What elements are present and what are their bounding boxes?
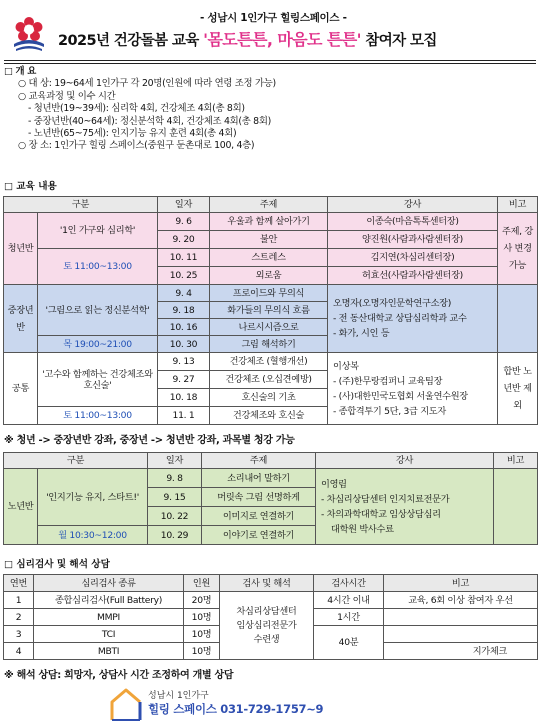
date-cell: 9. 6 xyxy=(158,213,210,231)
page-title xyxy=(58,27,437,50)
class-time: 토 11:00~13:00 xyxy=(38,407,158,425)
topic-cell: 이미지로 연결하기 xyxy=(202,507,316,526)
table-row xyxy=(4,469,538,488)
topic-cell: 불안 xyxy=(210,231,328,249)
topic-cell: 호신술의 기초 xyxy=(210,389,328,407)
test-type: TCI xyxy=(34,626,184,643)
test-type: 종합심리검사(Full Battery) xyxy=(34,592,184,609)
date-cell: 9. 13 xyxy=(158,353,210,371)
note-cell xyxy=(494,469,538,545)
topic-cell: 나르시시즘으로 xyxy=(210,319,328,336)
date-cell: 10. 11 xyxy=(158,249,210,267)
teacher-line: 대학원 박사수료 xyxy=(331,523,394,535)
title-prefix: 2025년 건강돌봄 교육 xyxy=(58,33,199,49)
date-cell: 10. 29 xyxy=(148,526,202,545)
topic-cell: 건강체조 (혈행개선) xyxy=(210,353,328,371)
header xyxy=(0,0,540,62)
topic-cell: 프로이드와 무의식 xyxy=(210,285,328,302)
teacher-line: - (사)대한민국도협회 서울연수원장 xyxy=(333,390,468,402)
provider-line: 차심리상담센터 xyxy=(236,605,297,617)
topic-cell: 외로움 xyxy=(210,267,328,285)
header-rule-bottom xyxy=(4,63,536,64)
teacher-line: - (주)한무랑컴퍼니 교육팀장 xyxy=(333,375,443,387)
note-cell: 합반 노년반 제외 xyxy=(498,353,538,425)
row-number: 3 xyxy=(4,626,34,643)
psych-table xyxy=(3,574,538,660)
date-cell: 10. 22 xyxy=(148,507,202,526)
test-count: 10명 xyxy=(184,609,220,626)
teacher-cell: 이종숙(마음톡톡센터장) xyxy=(328,213,498,231)
topic-cell: 건강체조 (오십견예방) xyxy=(210,371,328,389)
col-header: 주제 xyxy=(202,453,316,469)
topic-cell: 머릿속 그림 선명하게 xyxy=(202,488,316,507)
col-header: 비고 xyxy=(494,453,538,469)
test-count: 10명 xyxy=(184,643,220,660)
seongnam-logo-icon xyxy=(12,14,46,52)
outline-line: - 청년반(19~39세): 심리학 4회, 건강체조 4회(총 8회) xyxy=(28,103,245,115)
col-header: 일자 xyxy=(158,197,210,213)
outline-line: - 노년반(65~75세): 인지기능 유지 훈련 4회(총 4회) xyxy=(28,128,237,140)
row-number: 1 xyxy=(4,592,34,609)
course-title: '인지기능 유지, 스타트!' xyxy=(38,469,148,526)
test-count: 10명 xyxy=(184,626,220,643)
table-row xyxy=(4,213,538,231)
teacher-cell xyxy=(328,285,498,353)
note-cell xyxy=(498,285,538,353)
row-number: 4 xyxy=(4,643,34,660)
course-title: '1인 가구와 심리학' xyxy=(38,213,158,249)
test-count: 20명 xyxy=(184,592,220,609)
date-cell: 9. 18 xyxy=(158,302,210,319)
footer-logo xyxy=(108,686,328,722)
topic-cell: 화가들의 무의식 흐름 xyxy=(210,302,328,319)
date-cell: 10. 16 xyxy=(158,319,210,336)
teacher-cell: 김지연(차심리센터장) xyxy=(328,249,498,267)
teacher-line: - 차심리상담센터 인지치료전문가 xyxy=(321,493,450,505)
date-cell: 10. 30 xyxy=(158,336,210,353)
edu-note: ※ 청년 -> 중장년반 강좌, 중장년 -> 청년반 강좌, 과목별 청강 가능 xyxy=(4,435,295,446)
table-row xyxy=(4,592,538,609)
table-row xyxy=(4,285,538,302)
topic-cell: 그림 해석하기 xyxy=(210,336,328,353)
col-header: 주제 xyxy=(210,197,328,213)
note-cell: 주제, 강사 변경 가능 xyxy=(498,213,538,285)
outline-line: - 중장년반(40~64세): 정신분석학 4회, 건강체조 4회(총 8회) xyxy=(28,115,271,127)
date-cell: 11. 1 xyxy=(158,407,210,425)
group-name-youth: 청년반 xyxy=(4,213,38,285)
psych-heading: □ 심리검사 및 해석 상담 xyxy=(4,559,110,570)
psych-note: ※ 해석 상담: 희망자, 상담사 시간 조정하여 개별 상담 xyxy=(4,670,234,681)
col-header: 검사 및 해석 xyxy=(220,575,314,592)
title-highlight: '몸도튼튼, 마음도 튼튼' xyxy=(203,30,361,49)
outline-line: ○ 대 상: 19~64세 1인가구 각 20명(인원에 따라 연령 조정 가능) xyxy=(18,78,276,90)
col-header: 검사시간 xyxy=(314,575,384,592)
test-note: 교육, 6회 이상 참여자 우선 xyxy=(384,592,538,609)
date-cell: 10. 25 xyxy=(158,267,210,285)
table-row xyxy=(4,249,538,267)
class-time: 목 19:00~21:00 xyxy=(38,336,158,353)
test-note xyxy=(384,609,538,626)
teacher-line: - 전 동산대학교 상담심리학과 교수 xyxy=(333,313,467,324)
test-type: MMPI xyxy=(34,609,184,626)
header-rule-top xyxy=(4,60,536,61)
topic-cell: 건강체조와 호신술 xyxy=(210,407,328,425)
col-header: 강사 xyxy=(328,197,498,213)
topic-cell: 이야기로 연결하기 xyxy=(202,526,316,545)
outline-section xyxy=(4,66,536,153)
col-header: 비고 xyxy=(498,197,538,213)
test-note: 지가체크 xyxy=(384,643,538,660)
outline-line: ○ 교육과정 및 이수 시간 xyxy=(18,90,116,102)
col-header: 구분 xyxy=(4,453,148,469)
test-time: 4시간 이내 xyxy=(314,592,384,609)
teacher-line: - 차의과학대학교 임상상담심리 xyxy=(321,508,441,520)
footer-contact: 힐링 스페이스 031-729-1757~9 xyxy=(148,702,324,716)
col-header: 구분 xyxy=(4,197,158,213)
date-cell: 10. 18 xyxy=(158,389,210,407)
outline-line: ○ 장 소: 1인가구 힐링 스페이스(중원구 둔촌대로 100, 4층) xyxy=(18,140,255,152)
row-number: 2 xyxy=(4,609,34,626)
teacher-cell xyxy=(328,353,498,425)
date-cell: 9. 20 xyxy=(158,231,210,249)
course-title: '고수와 함께하는 건강체조와 호신술' xyxy=(38,353,158,407)
header-subtitle: - 성남시 1인가구 힐링스페이스 - xyxy=(200,12,347,24)
col-header: 인원 xyxy=(184,575,220,592)
col-header: 비고 xyxy=(384,575,538,592)
teacher-cell: 허효선(사람과사람센터장) xyxy=(328,267,498,285)
date-cell: 9. 15 xyxy=(148,488,202,507)
edu-table xyxy=(3,196,538,425)
outline-heading: □ 개 요 xyxy=(4,66,36,77)
group-name-senior: 노년반 xyxy=(4,469,38,545)
class-time: 토 11:00~13:00 xyxy=(38,249,158,285)
teacher-line: 오명자(오명자인문학연구소장) xyxy=(333,298,452,309)
topic-cell: 우울과 함께 살아가기 xyxy=(210,213,328,231)
col-header: 심리검사 종류 xyxy=(34,575,184,592)
title-suffix: 참여자 모집 xyxy=(365,33,437,49)
teacher-line: - 화가, 시인 등 xyxy=(333,328,390,339)
teacher-line: - 종합격투기 5단, 3급 지도자 xyxy=(333,405,446,417)
date-cell: 9. 4 xyxy=(158,285,210,302)
test-time: 1시간 xyxy=(314,609,384,626)
test-time: 40분 xyxy=(314,626,384,660)
provider-line: 임상심리전문가 xyxy=(236,619,297,631)
col-header: 일자 xyxy=(148,453,202,469)
senior-table xyxy=(3,452,538,545)
footer-org: 성남시 1인가구 xyxy=(148,691,209,701)
topic-cell: 소리내어 말하기 xyxy=(202,469,316,488)
house-icon xyxy=(108,686,144,722)
col-header: 강사 xyxy=(316,453,494,469)
topic-cell: 스트레스 xyxy=(210,249,328,267)
teacher-line: 이영림 xyxy=(321,478,347,490)
teacher-cell xyxy=(316,469,494,545)
teacher-cell: 양진원(사람과사람센터장) xyxy=(328,231,498,249)
test-type: MBTI xyxy=(34,643,184,660)
class-time: 월 10:30~12:00 xyxy=(38,526,148,545)
date-cell: 9. 27 xyxy=(158,371,210,389)
provider-line: 수련생 xyxy=(253,633,280,645)
course-title: '그림으로 읽는 정신분석학' xyxy=(38,285,158,336)
table-row xyxy=(4,353,538,371)
date-cell: 9. 8 xyxy=(148,469,202,488)
col-header: 연번 xyxy=(4,575,34,592)
edu-heading: □ 교육 내용 xyxy=(4,181,57,192)
teacher-line: 이상복 xyxy=(333,360,359,372)
group-name-middle: 중장년반 xyxy=(4,285,38,353)
group-name-common: 공통 xyxy=(4,353,38,425)
provider-cell xyxy=(220,592,314,660)
test-note xyxy=(384,626,538,643)
